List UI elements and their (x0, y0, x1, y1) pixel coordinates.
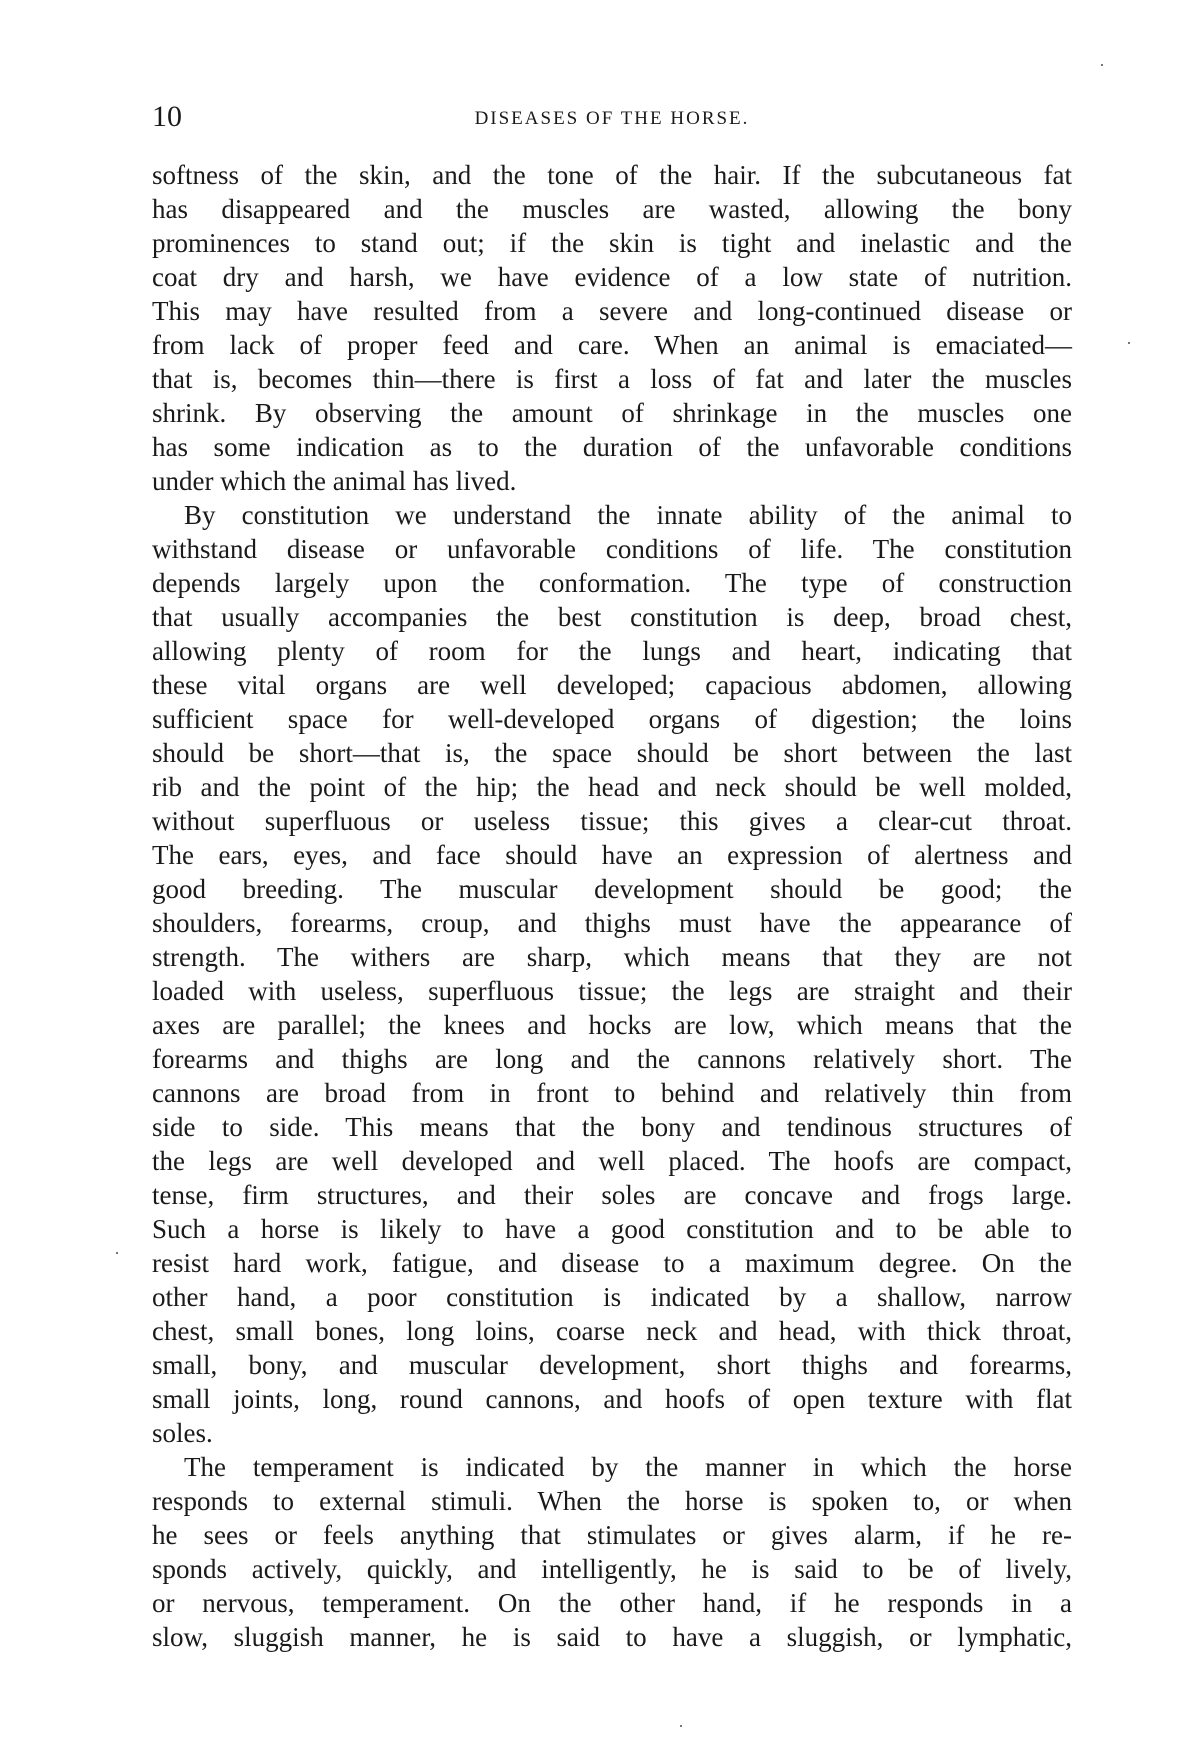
text-line: sponds actively, quickly, and intelligently, he is said to be of lively, (152, 1554, 1072, 1584)
text-line: these vital organs are well developed; capacious abdomen, allowing (152, 670, 1072, 700)
text-line: responds to external stimuli. When the horse is spoken to, or when (152, 1486, 1072, 1516)
text-line: has some indication as to the duration of the unfavorable conditions (152, 432, 1072, 462)
text-line: cannons are broad from in front to behind and relatively thin from (152, 1078, 1072, 1108)
page-number: 10 (152, 100, 182, 133)
text-line: Such a horse is likely to have a good constitution and to be able to (152, 1214, 1072, 1244)
text-line: axes are parallel; the knees and hocks are low, which means that the (152, 1010, 1072, 1040)
paragraph (152, 498, 1072, 1450)
text-line: strength. The withers are sharp, which means that they are not (152, 942, 1072, 972)
text-line: chest, small bones, long loins, coarse neck and head, with thick throat, (152, 1316, 1072, 1346)
text-line: allowing plenty of room for the lungs and heart, indicating that (152, 636, 1072, 666)
text-line: small joints, long, round cannons, and hoofs of open texture with flat (152, 1384, 1072, 1414)
text-line: small, bony, and muscular development, short thighs and forearms, (152, 1350, 1072, 1380)
scan-speck (116, 1252, 118, 1254)
text-line: loaded with useless, superfluous tissue; the legs are straight and their (152, 976, 1072, 1006)
scan-speck (1101, 64, 1103, 66)
text-line: shrink. By observing the amount of shrinkage in the muscles one (152, 398, 1072, 428)
text-line: has disappeared and the muscles are wasted, allowing the bony (152, 194, 1072, 224)
page-header (152, 100, 1072, 134)
text-line: he sees or feels anything that stimulates or gives alarm, if he re- (152, 1520, 1072, 1550)
text-line: prominences to stand out; if the skin is tight and inelastic and the (152, 228, 1072, 258)
text-line: The temperament is indicated by the manner in which the horse (184, 1452, 1072, 1482)
text-line: tense, firm structures, and their soles are concave and frogs large. (152, 1180, 1072, 1210)
text-line: forearms and thighs are long and the cannons relatively short. The (152, 1044, 1072, 1074)
text-line: resist hard work, fatigue, and disease to a maximum degree. On the (152, 1248, 1072, 1278)
body-text (152, 158, 1072, 1654)
text-line: should be short—that is, the space should be short between the last (152, 738, 1072, 768)
scan-speck (1128, 342, 1130, 344)
text-line: slow, sluggish manner, he is said to have a sluggish, or lymphatic, (152, 1622, 1072, 1652)
text-line: or nervous, temperament. On the other hand, if he responds in a (152, 1588, 1072, 1618)
text-line: other hand, a poor constitution is indicated by a shallow, narrow (152, 1282, 1072, 1312)
text-line: This may have resulted from a severe and long-continued disease or (152, 296, 1072, 326)
running-title: DISEASES OF THE HORSE. (474, 108, 750, 129)
text-line: By constitution we understand the innate ability of the animal to (184, 500, 1072, 530)
text-line: sufficient space for well-developed organs of digestion; the loins (152, 704, 1072, 734)
text-line: side to side. This means that the bony and tendinous structures of (152, 1112, 1072, 1142)
text-line: that usually accompanies the best constitution is deep, broad chest, (152, 602, 1072, 632)
text-line: shoulders, forearms, croup, and thighs must have the appearance of (152, 908, 1072, 938)
text-line: without superfluous or useless tissue; this gives a clear-cut throat. (152, 806, 1072, 836)
paragraph (152, 158, 1072, 498)
text-line: good breeding. The muscular development should be good; the (152, 874, 1072, 904)
text-line: soles. (152, 1418, 213, 1448)
text-line: The ears, eyes, and face should have an expression of alertness and (152, 840, 1072, 870)
text-line: under which the animal has lived. (152, 466, 517, 496)
text-line: the legs are well developed and well placed. The hoofs are compact, (152, 1146, 1072, 1176)
paragraph (152, 1450, 1072, 1654)
text-line: from lack of proper feed and care. When an animal is emaciated— (152, 330, 1072, 360)
text-line: rib and the point of the hip; the head and neck should be well molded, (152, 772, 1072, 802)
text-line: withstand disease or unfavorable conditions of life. The constitution (152, 534, 1072, 564)
text-line: depends largely upon the conformation. The type of construction (152, 568, 1072, 598)
text-line: that is, becomes thin—there is first a loss of fat and later the muscles (152, 364, 1072, 394)
text-line: coat dry and harsh, we have evidence of a low state of nutrition. (152, 262, 1072, 292)
text-line: softness of the skin, and the tone of the hair. If the subcutaneous fat (152, 160, 1072, 190)
scan-speck (680, 1725, 682, 1727)
